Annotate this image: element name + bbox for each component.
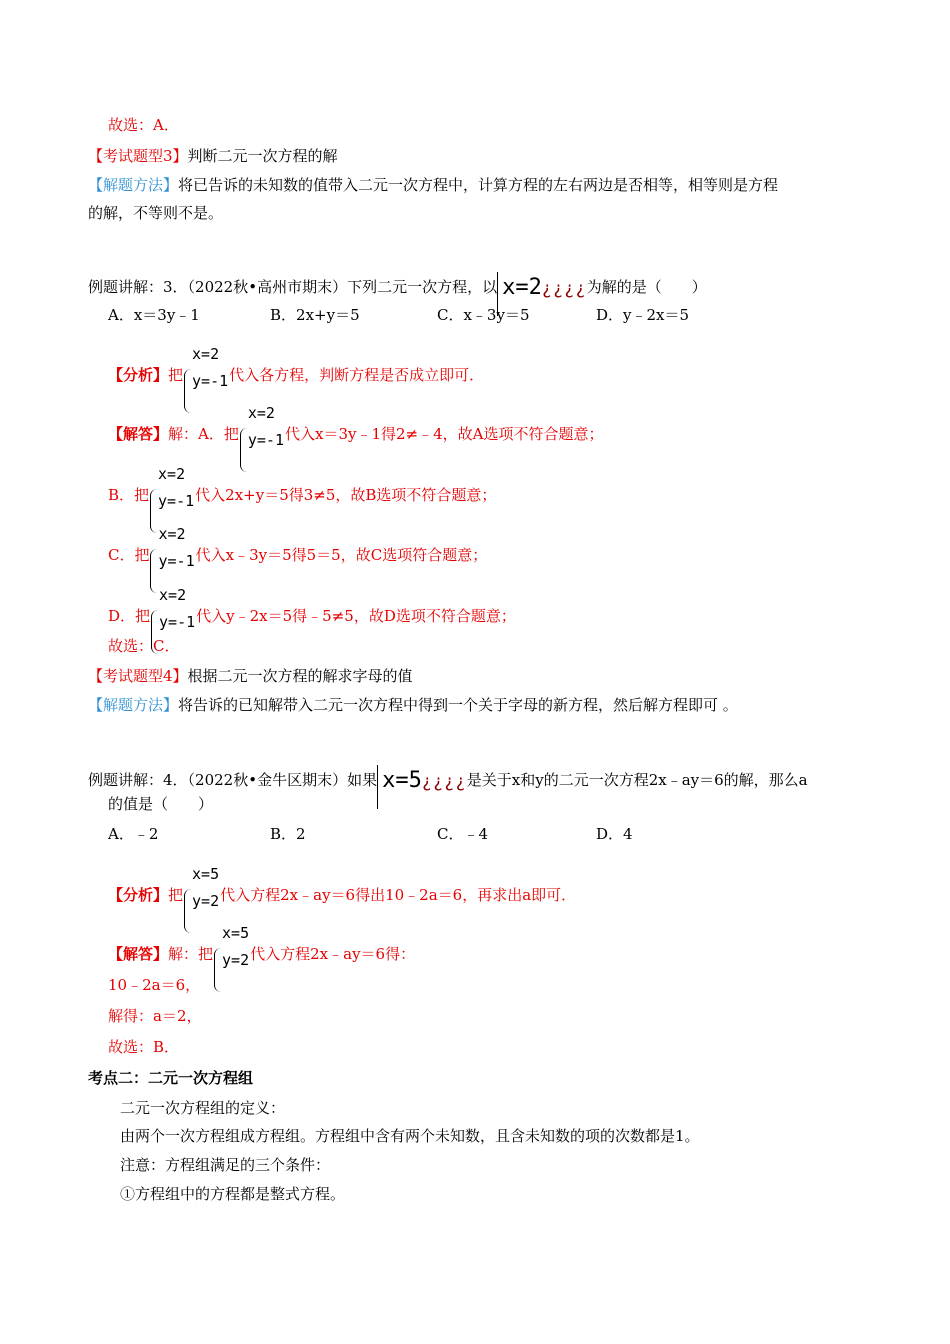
solution-3-d: D．把 x=2 y=-1代入y﹣2x＝5得﹣5≠5，故D选项不符合题意； bbox=[108, 606, 516, 632]
option-c: C．x﹣3y＝5 bbox=[437, 306, 530, 324]
solution-3-a: 【解答】解：A．把 x=2 y=-1代入x＝3y﹣1得2≠﹣4，故A选项不符合题意； bbox=[108, 424, 604, 450]
solution-4-line3: 故选：B． bbox=[108, 1038, 180, 1056]
equation-system: x=5 y=2 bbox=[214, 950, 249, 970]
equation-system-image: x=5¿¿¿¿ bbox=[377, 765, 467, 809]
example-4-cont: 的值是（ ） bbox=[108, 795, 214, 813]
question-type-3 bbox=[88, 146, 338, 166]
analysis-3: 【分析】把 x=2 y=-1代入各方程，判断方程是否成立即可． bbox=[108, 365, 484, 391]
type-tag: 【考试题型4】 bbox=[88, 667, 188, 685]
question-type-4 bbox=[88, 666, 413, 686]
solution-tag: 【解答】 bbox=[108, 425, 169, 443]
option-a: A．﹣2 bbox=[108, 825, 159, 843]
example-text: 例题讲解：3．（2022秋•高州市期末）下列二元一次方程，以 bbox=[88, 278, 498, 296]
method-text: 将告诉的已知解带入二元一次方程中得到一个关于字母的新方程，然后解方程即可 。 bbox=[178, 696, 738, 714]
type-title: 判断二元一次方程的解 bbox=[187, 147, 338, 165]
method-tag: 【解题方法】 bbox=[88, 696, 179, 714]
example-text-end: 为解的是（ ） bbox=[586, 278, 707, 296]
option-c: C．﹣4 bbox=[437, 825, 489, 843]
equation-system: x=2 y=-1 bbox=[151, 612, 195, 632]
option-d: D．4 bbox=[596, 825, 633, 843]
example-text-end: 是关于x和y的二元一次方程2x﹣ay＝6的解，那么a bbox=[466, 771, 808, 789]
equation-system: x=5 y=2 bbox=[184, 891, 219, 911]
equation-system: x=2 y=-1 bbox=[150, 491, 194, 511]
solution-3-c: C．把 x=2 y=-1代入x﹣3y＝5得5＝5，故C选项符合题意； bbox=[108, 545, 487, 571]
analysis-tag: 【分析】 bbox=[108, 366, 169, 384]
method-tag: 【解题方法】 bbox=[88, 176, 179, 194]
method-text: 将已告诉的未知数的值带入二元一次方程中，计算方程的左右两边是否相等，相等则是方程 bbox=[178, 176, 779, 194]
method-3 bbox=[88, 175, 778, 195]
solution-3-b: B．把 x=2 y=-1代入2x+y＝5得3≠5，故B选项不符合题意； bbox=[108, 485, 496, 511]
equation-system: x=2 y=-1 bbox=[150, 551, 194, 571]
method-4 bbox=[88, 695, 738, 715]
type-tag: 【考试题型3】 bbox=[88, 147, 188, 165]
definition-title: 二元一次方程组的定义： bbox=[120, 1099, 286, 1117]
analysis-tag: 【分析】 bbox=[108, 886, 169, 904]
note-title: 注意：方程组满足的三个条件： bbox=[120, 1156, 331, 1174]
answer-3: 故选：C． bbox=[108, 637, 180, 655]
example-text: 例题讲解：4．（2022秋•金牛区期末）如果 bbox=[88, 771, 378, 789]
equation-system: x=2 y=-1 bbox=[184, 371, 228, 391]
solution-4-line2: 解得：a＝2， bbox=[108, 1007, 202, 1025]
analysis-4: 【分析】把 x=5 y=2代入方程2x﹣ay＝6得出10﹣2a＝6，再求出a即可． bbox=[108, 885, 576, 911]
method-3-cont: 的解，不等则不是。 bbox=[88, 204, 224, 222]
option-b: B．2 bbox=[270, 825, 306, 843]
solution-tag: 【解答】 bbox=[108, 945, 169, 963]
option-b: B．2x+y＝5 bbox=[270, 306, 360, 324]
answer-line: 故选：A． bbox=[108, 116, 179, 134]
section-heading: 考点二：二元一次方程组 bbox=[88, 1069, 254, 1087]
option-d: D．y﹣2x＝5 bbox=[596, 306, 690, 324]
equation-system: x=2 y=-1 bbox=[240, 430, 284, 450]
solution-4-line1: 10﹣2a＝6， bbox=[108, 976, 201, 994]
solution-4: 【解答】解：把 x=5 y=2代入方程2x﹣ay＝6得： bbox=[108, 944, 415, 970]
definition-text: 由两个一次方程组成方程组。方程组中含有两个未知数，且含未知数的项的次数都是1。 bbox=[120, 1127, 700, 1145]
note-item-1: ①方程组中的方程都是整式方程。 bbox=[120, 1185, 346, 1203]
type-title: 根据二元一次方程的解求字母的值 bbox=[187, 667, 413, 685]
option-a: A．x＝3y﹣1 bbox=[108, 306, 200, 324]
equation-system-image: x=2¿¿¿¿ bbox=[497, 272, 587, 316]
